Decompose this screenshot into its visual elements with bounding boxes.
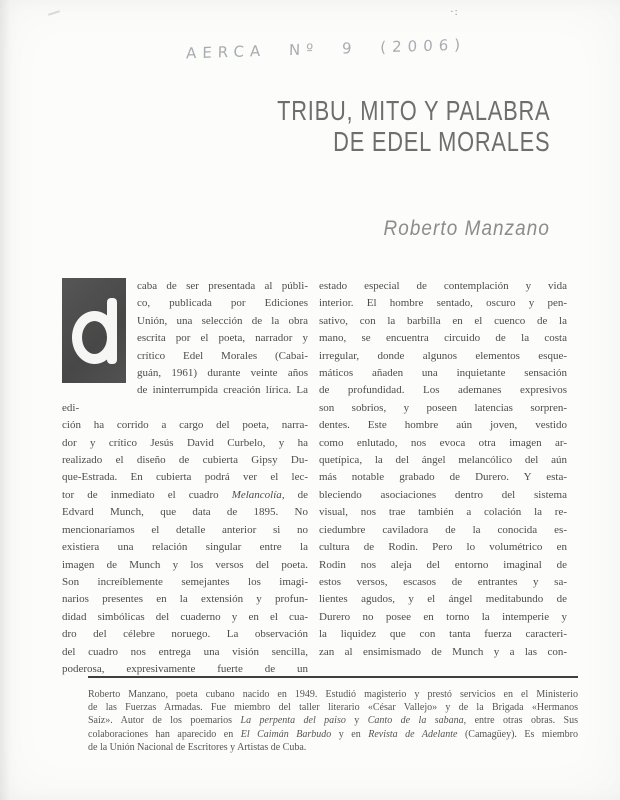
text-line: visual, nos trae también a colación la re- [319, 506, 567, 519]
text-line: zan al ensimismado de Munch y a las con- [319, 645, 567, 658]
text-line: cultura de Rodin. Pero lo volumétrico en [319, 541, 567, 554]
text-line: Roberto Manzano, poeta cubano nacido en 1949. Estudió magisterio y prestó servicios en el Ministerio [88, 689, 578, 700]
text-line: colaboraciones han aparecido en El Caimán Barbudo y en Revista de Adelante (Camagüey). Es miembro [88, 728, 578, 740]
text-line: imagen de Munch y los versos del poeta. [62, 558, 308, 571]
author-byline: Roberto Manzano [383, 217, 550, 240]
text-line: sativo, con la barbilla en el cuenco de la [319, 314, 567, 327]
text-line: la liquidez que con tanta fuerza caracteri- [319, 628, 567, 641]
text-line: ciedumbre caviladora de la conocida es- [319, 523, 567, 536]
text-line: de ininterrumpida creación lírica. La edi- [62, 384, 308, 414]
text-line: Rodin nos aleja del entorno imaginal de [319, 558, 567, 571]
text-line: dor y crítico Jesús David Curbelo, y ha [62, 436, 308, 449]
text-line: bleciendo asociaciones dentro del sistema [319, 488, 567, 501]
text-line: ción ha corrido a cargo del poeta, narra- [62, 419, 308, 432]
article-title [277, 95, 550, 157]
dropcap-letter-a [62, 278, 126, 383]
text-line: mencionaríamos el detalle anterior si no [62, 523, 308, 536]
text-line: mano, se encuentra circuido de la costa [319, 332, 567, 345]
text-line: dentes. Este hombre aún joven, vestido [319, 419, 567, 432]
footnote-bio [88, 688, 578, 754]
text-line: estos versos, escasos de entrantes y sa- [319, 575, 567, 588]
text-line: poderosa, expresivamente fuerte de un [62, 662, 308, 675]
dropcap-a-glyph [72, 298, 117, 364]
footnote-divider-rule [88, 676, 578, 678]
text-line: guán, 1961) durante veinte años [137, 367, 308, 380]
article-title-line2: DE EDEL MORALES [332, 126, 550, 157]
text-line: narios presentes en la extensión y profun- [62, 593, 308, 606]
right-column [319, 278, 567, 661]
text-line: caba de ser presentada al públi- [137, 280, 308, 292]
text-line: máticos añaden una inquietante sensación [319, 367, 567, 380]
text-line: de profundidad. Los ademanes expresivos [319, 384, 567, 397]
text-line: quetípica, la del ángel melancólico del aún [319, 454, 567, 467]
text-line: del cuadro nos entrega una visión sencilla, [62, 645, 308, 658]
scan-corner-mark [48, 10, 60, 16]
handwritten-note: AERCA Nº 9 (2006) [185, 35, 467, 63]
text-line: didad simbólicas del cuaderno y en el cua- [62, 610, 308, 623]
text-line: que-Estrada. En cubierta podrá ver el lec- [62, 471, 308, 484]
text-line: más notable grabado de Durero. Y esta- [319, 471, 567, 484]
text-line: interior. El hombre sentado, oscuro y pen- [319, 297, 567, 310]
scan-edge-shadow [0, 0, 10, 800]
text-line: de la Unión Nacional de Escritores y Artistas de Cuba. [88, 741, 307, 753]
text-line: como enlutado, nos evoca otra imagen ar- [319, 436, 567, 449]
text-line: escrita por el poeta, narrador y [137, 332, 308, 345]
text-line: realizado el diseño de cubierta Gipsy Du- [62, 454, 308, 467]
scan-top-mark: ·: [450, 6, 459, 18]
text-line: lientes agudos, y el ángel meditabundo de [319, 593, 567, 606]
left-column [62, 278, 308, 678]
article-title-line1: TRIBU, MITO Y PALABRA [276, 95, 550, 126]
text-line: Saíz». Autor de los poemarios La perpenta del paiso y Canto de la sabana, entre otras obras. Sus [88, 715, 579, 727]
text-line: tor de inmediato el cuadro Melancolía, de [62, 488, 308, 501]
text-line: existiera una relación singular entre la [62, 541, 308, 554]
text-line: Son increíblemente semejantes los imagi- [62, 575, 308, 588]
right-column-text [319, 278, 567, 661]
text-line: Durero no posee en torno la intemperie y [319, 610, 567, 623]
text-line: Edvard Munch, que data de 1895. No [62, 506, 308, 519]
dropcap-a-stem [107, 298, 117, 364]
text-line: son sobrios, y poseen latencias sorpren- [319, 401, 567, 414]
text-line: dro del célebre noruego. La observación [62, 628, 308, 641]
text-line: estado especial de contemplación y vida [319, 280, 567, 292]
text-line: co, publicada por Ediciones [137, 297, 308, 310]
text-line: irregular, donde algunos elementos esque- [319, 349, 567, 362]
text-line: crítico Edel Morales (Cabai- [137, 349, 308, 362]
text-line: Unión, una selección de la obra [137, 314, 308, 327]
text-line: de las Fuerzas Armadas. Fue miembro del taller literario «César Vallejo» y de la Brigada «Hermanos [88, 702, 578, 714]
